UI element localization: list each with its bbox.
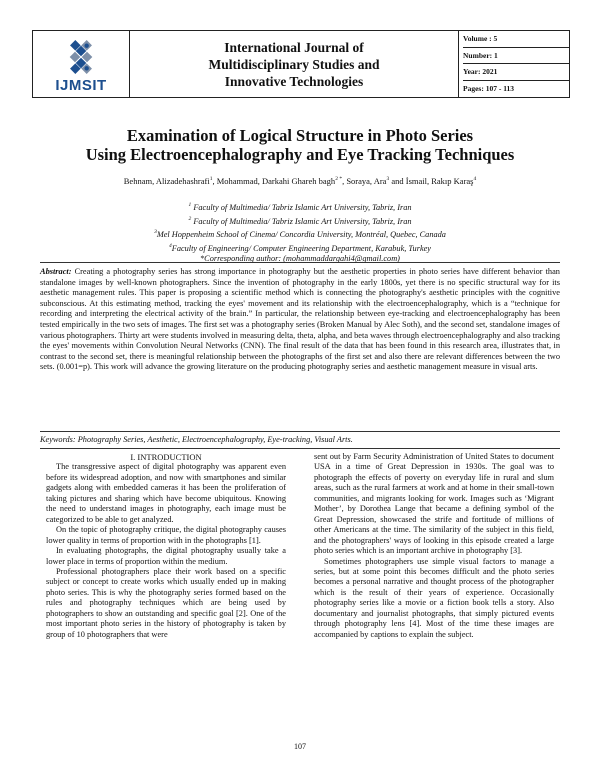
author-sup: 1 <box>209 176 213 183</box>
affiliation-text: Faculty of Multimedia/ Tabriz Islamic Art University, Tabriz, Iran <box>193 216 412 226</box>
affiliation-sup: 3 <box>154 229 157 236</box>
abstract-text: Creating a photography series has strong importance in photography but the aesthetic properties in photo series have different behavior than standalone images by well-known photographers. Since the invention of photography in the early 1800s, yet there is no specific structural way for its aesthetic management rules. This paper is proposing a scientific method which is connecting the photography's aesthetic principles with the cognitive subconscious. At this estimating method, tracking the eyes' movement and its relationship with the electroencephalography, which is a “technique for recording and interpreting the electrical activity of the brain.” In particular, the relationship between eye-tracking and electroencephalography has been tested empirically in the two sets of images. The first set was a photography series (Broken Manual by Alec Soth), and the second set, standalone images of various photographers. Thirty art were students involved in measuring delta, theta, alpha, and beta waves through electroencephalography and also tracking the eyes' movements within Convolution Neural Networks (CNN). The final result of the data that has been found in this research area, illustrates that, in contrast to the second set, there is meaningful relationship between the photographs of the first set and also there are relevant differences between the two sets. (0.001=p). This work will advance the growing literature on the producing photography series and aesthetic management measure in visual arts. <box>40 267 560 372</box>
affiliation-sup: 2 <box>188 215 192 222</box>
paper-title-line1: Examination of Logical Structure in Photo Series <box>126 126 474 145</box>
paper-title-line2: Using Electroencephalography and Eye Tracking Techniques <box>85 145 515 164</box>
section-heading: I. INTRODUCTION <box>130 452 202 462</box>
affiliation-text: Faculty of Engineering/ Computer Engineering Department, Karabuk, Turkey <box>171 243 431 253</box>
author-name: İsmail, Rakıp Karaş <box>405 176 474 186</box>
affiliation-sup: 4 <box>169 242 172 249</box>
page-number: 107 <box>294 742 306 751</box>
paragraph: Sometimes photographers use simple visual factors to manage a series, but at some point this becomes difficult and the photo series becomes a personal narrative and thought process of the photographer which is the result of their years of experience. Occasionally photography series like a movie or a fiction book tells a story. Also documentary and journalist photographs, that simply pictured events through photography lens [4]. Most of the time these images are accompanied by captions to explain the subject. <box>314 556 554 639</box>
author-sup: 2 * <box>335 176 343 183</box>
abstract-label: Abstract: <box>40 267 72 276</box>
paper-title <box>40 126 560 164</box>
affiliation <box>40 214 560 228</box>
journal-header <box>32 30 570 98</box>
affiliation-sup: 1 <box>188 202 192 208</box>
affiliation <box>40 227 560 241</box>
paragraph: The transgressive aspect of digital photography was apparent even before its widespread adoption, and now with smartphones and similar gadgets along with embedded cameras it has been the proliferation of taking pictures and sharing which have become ubiquitous. Knowing the need to understand images in photography, each image must be categorized to be able to get analyzed. <box>46 462 286 524</box>
keywords-text: Photography Series, Aesthetic, Electroencephalography, Eye-tracking, Visual Arts. <box>77 435 353 444</box>
volume: Volume : 5 <box>463 31 569 48</box>
journal-title-line2: Multidisciplinary Studies and <box>208 56 380 72</box>
affiliation-text: Faculty of Multimedia/ Tabriz Islamic Art University, Tabriz, Iran <box>193 202 412 212</box>
corresponding-author: *Corresponding author: (mohammaddargahi4@gmail.com) <box>200 254 400 264</box>
author-sup: 4 <box>473 176 477 183</box>
affiliation-text: Mel Hoppenheim School of Cinema/ Concordia University, Montréal, Quebec, Canada <box>156 229 446 239</box>
paragraph: On the topic of photography critique, the digital photography causes lower quality in terms of proportion with in the photographs [1]. <box>46 525 286 545</box>
left-column <box>46 452 286 640</box>
number: Number: 1 <box>463 48 569 65</box>
keywords <box>40 435 560 444</box>
pages: Pages: 107 - 113 <box>463 83 515 93</box>
journal-logo <box>33 31 130 97</box>
year: Year: 2021 <box>463 64 569 81</box>
affiliation <box>40 200 560 214</box>
puzzle-logo-icon <box>53 35 109 79</box>
journal-title-line3: Innovative Technologies <box>224 73 364 89</box>
logo-text: IJMSIT <box>55 77 107 94</box>
affiliation <box>40 241 560 255</box>
affiliations <box>40 200 560 265</box>
abstract-top-rule <box>40 262 560 263</box>
keywords-label: Keywords: <box>40 435 76 444</box>
abstract-bottom-rule <box>40 431 560 432</box>
paragraph: In evaluating photographs, the digital photography usually take a lower place in terms of proportion within the medium. <box>46 546 286 566</box>
paragraph: Professional photographers place their work based on a specific subject or concept to create works which usually ended up in making photo series. This is why the photography series formed based on the rules and photography techniques which are being used by photographers to show an outstanding and specific goal [2]. One of the most important photo series in the history of photography is taken by group of 10 photographers that were <box>46 566 286 639</box>
author-name: Behnam, Alizadehashrafi <box>123 176 210 186</box>
author-sup: 3 <box>386 176 390 183</box>
journal-meta <box>459 31 569 97</box>
paragraph: sent out by Farm Security Administration of United States to document USA in a time of Great Depression in 1930s. The goal was to photograph the effects of poverty on everyday life in rural and slum areas, such as the rural farmers at work and at home in their small-town communities, and migrants looking for work. Images such as ‘Migrant Mother’, by Dorothea Lange that became a defining symbol of the Great Depression, showcased the strife and fortitude of millions of other Americans at the time. The similarity of the subject in this field, and the photographers' ways of looking in this episode created a large photo series which is an important archive in photography [3]. <box>314 452 554 556</box>
journal-title <box>130 31 459 97</box>
abstract <box>40 267 560 373</box>
author-list: Behnam, Alizadehashrafi$^1$, Mohammad, Darkahi Ghareh bagh$^{2 *}$, Soraya, Ara$^3$ and İsmail, Rakıp Karaş$^4$ <box>123 176 477 186</box>
keywords-bottom-rule <box>40 448 560 449</box>
journal-title-line1: International Journal of <box>224 39 364 55</box>
author-name: Soraya, Ara <box>346 176 387 186</box>
author-name: Mohammad, Darkahi Ghareh bagh <box>216 176 336 186</box>
right-column <box>314 452 554 640</box>
